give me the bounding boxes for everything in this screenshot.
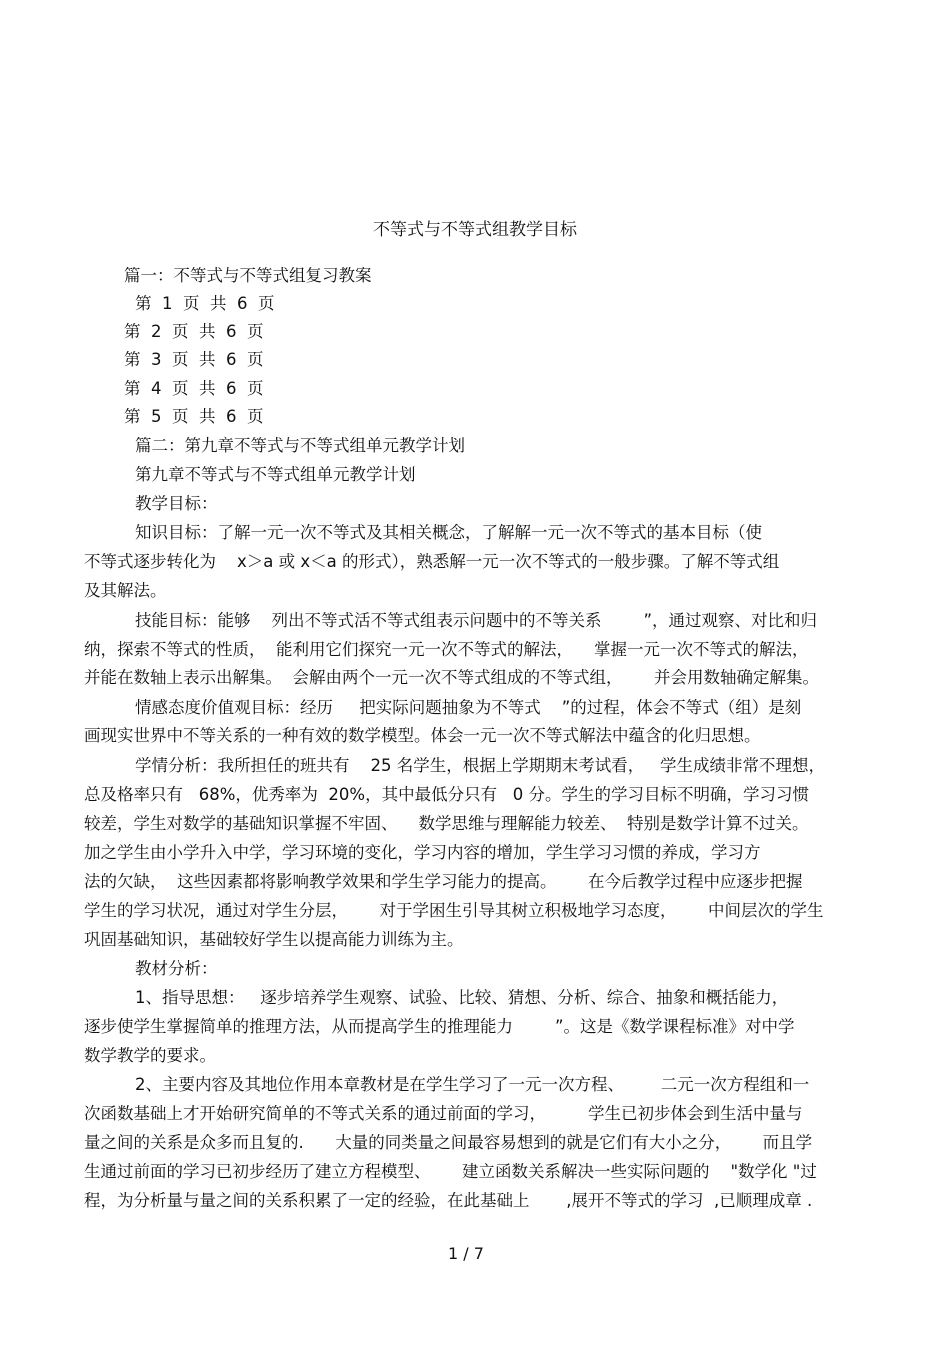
text-line: 法的欠缺， 这些因素都将影响教学效果和学生学习能力的提高。 在今后教学过程中应逐步把握 [84,872,803,891]
text-line: 逐步使学生掌握简单的推理方法，从而提高学生的推理能力 ”。这是《数学课程标准》对中学 [84,1017,795,1036]
text-line: 第九章不等式与不等式组单元教学计划 [135,465,416,484]
text-line: 教学目标： [135,494,218,513]
text-line: 不等式逐步转化为 x＞a 或 x＜a 的形式），熟悉解一元一次不等式的一般步骤。了解不等式组 [84,552,780,571]
text-line: 较差，学生对数学的基础知识掌握不牢固、 数学思维与理解能力较差、 特别是数学计算不过关。 [84,814,809,833]
text-line: 学情分析：我所担任的班共有 25 名学生，根据上学期期末考试看， 学生成绩非常不理想， [135,756,825,775]
text-line: 学生的学习状况，通过对学生分层， 对于学困生引导其树立积极地学习态度， 中间层次的学生 [84,901,824,920]
text-line: 次函数基础上才开始研究简单的不等式关系的通过前面的学习， 学生已初步体会到生活中量与 [84,1104,803,1123]
text-line: 第 4 页 共 6 页 [124,379,264,398]
text-line: 巩固基础知识，基础较好学生以提高能力训练为主。 [84,930,464,949]
text-line: 1、指导思想： 逐步培养学生观察、试验、比较、猜想、分析、综合、抽象和概括能力， [135,988,789,1007]
text-line: 知识目标：了解一元一次不等式及其相关概念，了解解一元一次不等式的基本目标（使 [135,523,762,542]
text-line: 第 2 页 共 6 页 [124,322,264,341]
text-line: 情感态度价值观目标：经历 把实际问题抽象为不等式 ”的过程，体会不等式（组）是刻 [135,698,802,717]
text-line: 教材分析： [135,959,218,978]
text-line: 生通过前面的学习已初步经历了建立方程模型、 建立函数关系解决一些实际问题的 "数学化 "过 [84,1162,817,1181]
page-number: 1 / 7 [448,1244,484,1263]
text-line: 2、主要内容及其地位作用本章教材是在学生学习了一元一次方程、 二元一次方程组和一 [135,1075,810,1094]
text-line: 技能目标：能够 列出不等式活不等式组表示问题中的不等关系 ”，通过观察、对比和归 [135,611,817,630]
text-line: 画现实世界中不等关系的一种有效的数学模型。体会一元一次不等式解法中蕴含的化归思想。 [84,726,761,745]
text-line: 加之学生由小学升入中学，学习环境的变化，学习内容的增加，学生学习习惯的养成，学习方 [84,843,761,862]
text-line: 程，为分析量与量之间的关系积累了一定的经验，在此基础上 ,展开不等式的学习 ,已顺理成章 . [84,1191,813,1210]
text-line: 第 3 页 共 6 页 [124,350,264,369]
text-line: 并能在数轴上表示出解集。 会解由两个一元一次不等式组成的不等式组， 并会用数轴确定解集。 [84,668,819,687]
text-line: 纳，探索不等式的性质， 能利用它们探究一元一次不等式的解法， 掌握一元一次不等式的解法， [84,640,809,659]
document-title: 不等式与不等式组教学目标 [373,220,577,240]
text-line: 及其解法。 [84,581,167,600]
text-line: 第 1 页 共 6 页 [135,294,275,313]
text-line: 数学教学的要求。 [84,1046,216,1065]
text-line: 总及格率只有 68%，优秀率为 20%，其中最低分只有 0 分。学生的学习目标不明确，学习习惯 [84,785,810,804]
text-line: 第 5 页 共 6 页 [124,407,264,426]
text-line: 篇二：第九章不等式与不等式组单元教学计划 [135,436,465,455]
text-line: 量之间的关系是众多而且复的. 大量的同类量之间最容易想到的就是它们有大小之分， 而且学 [84,1133,813,1152]
text-line: 篇一：不等式与不等式组复习教案 [124,266,372,285]
